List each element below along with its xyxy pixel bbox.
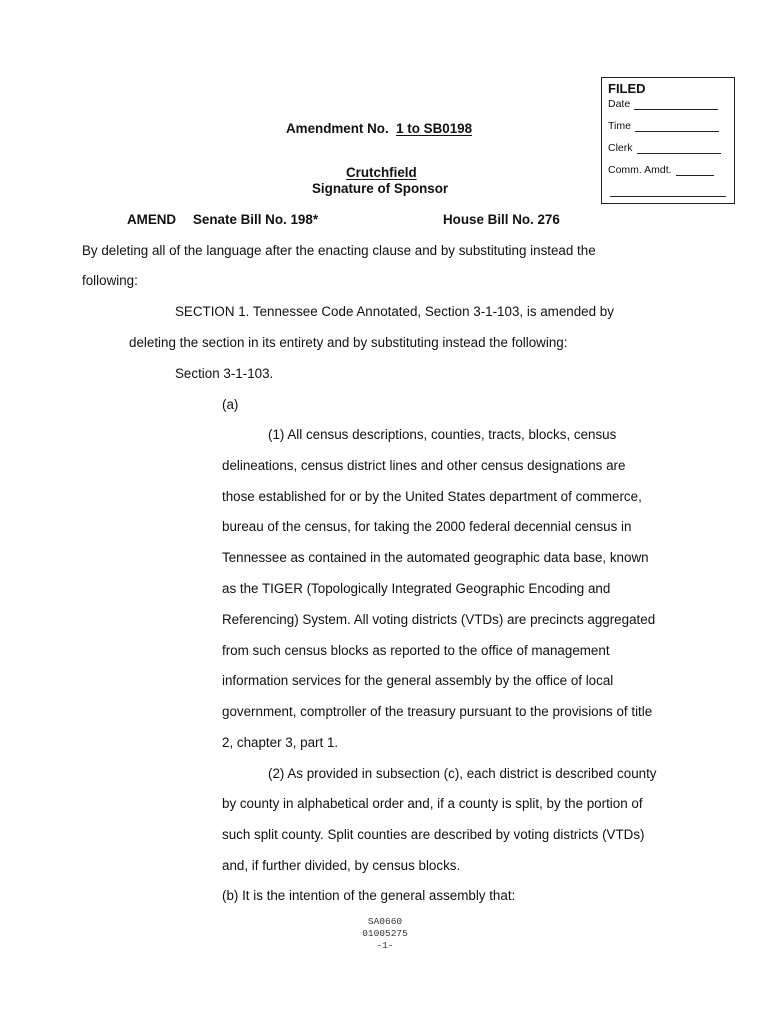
filed-comm-amdt-label: Comm. Amdt. (608, 164, 672, 176)
filed-time-label: Time (608, 120, 631, 132)
house-bill: House Bill No. 276 (443, 212, 560, 227)
section1-line-2: deleting the section in its entirety and by substituting instead the following: (129, 335, 568, 350)
filed-date-line (634, 99, 718, 110)
para-a1-line: (1) All census descriptions, counties, tracts, blocks, census (268, 427, 617, 442)
footer-code-2: 01005275 (362, 928, 408, 939)
filed-clerk-label: Clerk (608, 142, 633, 154)
para-a1-line: from such census blocks as reported to the office of management (222, 643, 610, 658)
filed-extra-line (610, 196, 726, 197)
para-a2-line: by county in alphabetical order and, if a county is split, by the portion of (222, 796, 643, 811)
amend-label: AMEND (127, 212, 177, 227)
filed-clerk-row (608, 142, 721, 154)
intro-line-1: By deleting all of the language after the enacting clause and by substituting instead the (82, 243, 596, 258)
para-a2-line: such split county. Split counties are described by voting districts (VTDs) (222, 827, 645, 842)
intro-line-2: following: (82, 273, 138, 288)
section1-line-1: SECTION 1. Tennessee Code Annotated, Section 3-1-103, is amended by (175, 304, 614, 319)
filed-comm-amdt-line (676, 165, 714, 176)
para-a1-line: Referencing) System. All voting districts (VTDs) are precincts aggregated (222, 612, 656, 627)
para-a1-line: information services for the general assembly by the office of local (222, 673, 614, 688)
para-a1-line: delineations, census district lines and other census designations are (222, 458, 626, 473)
amendment-header (286, 121, 472, 136)
filed-title: FILED (608, 81, 646, 96)
page-number: -1- (376, 940, 394, 951)
para-a1-line: government, comptroller of the treasury pursuant to the provisions of title (222, 704, 653, 719)
para-a2-line: and, if further divided, by census blocks. (222, 858, 461, 873)
para-a1-line: bureau of the census, for taking the 2000 federal decennial census in (222, 519, 632, 534)
senate-bill: Senate Bill No. 198* (193, 212, 319, 227)
para-a1-line: those established for or by the United States department of commerce, (222, 489, 642, 504)
amendment-prefix: Amendment No. (286, 121, 389, 136)
footer-code-1: SA0660 (367, 916, 403, 927)
amendment-number: 1 to SB0198 (396, 121, 473, 136)
sponsor-name: Crutchfield (346, 165, 417, 180)
filed-date-label: Date (608, 98, 631, 110)
filed-time-line (635, 121, 719, 132)
para-a2-line: (2) As provided in subsection (c), each district is described county (268, 766, 657, 781)
sponsor-caption: Signature of Sponsor (312, 181, 449, 196)
filed-clerk-line (637, 143, 721, 154)
filed-date-row (608, 98, 718, 110)
para-a1-line: Tennessee as contained in the automated geographic data base, known (222, 550, 649, 565)
filed-stamp-box (601, 77, 735, 204)
section-heading: Section 3-1-103. (175, 366, 274, 381)
para-a1-line: 2, chapter 3, part 1. (222, 735, 339, 750)
subsection-a: (a) (222, 397, 239, 412)
filed-comm-amdt-row (608, 164, 714, 176)
para-a1-line: as the TIGER (Topologically Integrated Geographic Encoding and (222, 581, 611, 596)
subsection-b: (b) It is the intention of the general assembly that: (222, 888, 516, 903)
filed-time-row (608, 120, 719, 132)
